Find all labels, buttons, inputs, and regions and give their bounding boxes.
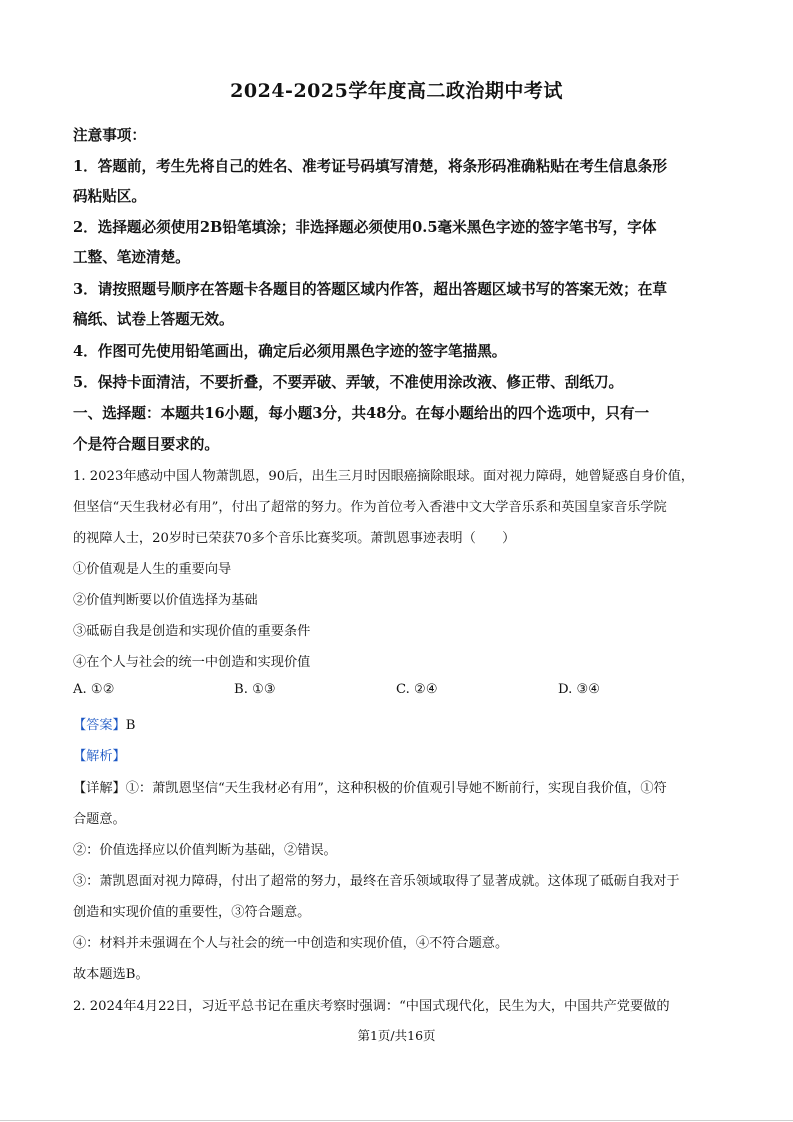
section-heading-cont: 个是符合题目要求的。 xyxy=(73,436,219,453)
notice-item-2: 2．选择题必须使用2B铅笔填涂；非选择题必须使用0.5毫米黑色字迹的签字笔书写，字体 xyxy=(73,219,657,236)
explain-line-4: ④：材料并未强调在个人与社会的统一中创造和实现价值，④不符合题意。 xyxy=(73,936,509,951)
option-d: D. ③④ xyxy=(558,682,601,697)
bottom-divider xyxy=(0,1120,793,1121)
answer-value: B xyxy=(125,718,136,733)
answer-line xyxy=(73,714,723,733)
page-number: 第1页/共16页 xyxy=(357,1028,436,1043)
detail-text: ①：萧凯恩坚信“天生我材必有用”，这种积极的价值观引导她不断前行，实现自我价值，①符 xyxy=(125,781,667,796)
question-1-stem-line-2: 但坚信“天生我材必有用”，付出了超常的努力。作为首位考入香港中文大学音乐系和英国皇家音乐学院 xyxy=(73,500,667,515)
notice-heading: 注意事项： xyxy=(73,127,146,144)
notice-item-1: 1．答题前，考生先将自己的姓名、准考证号码填写清楚，将条形码准确粘贴在考生信息条形 xyxy=(73,158,667,175)
statement-2: ②价值判断要以价值选择为基础 xyxy=(73,593,258,608)
question-2-stem-line-1: 2. 2024年4月22日，习近平总书记在重庆考察时强调：“中国式现代化，民生为大，中国共产党要做的 xyxy=(73,999,670,1014)
page-title: 2024-2025学年度高二政治期中考试 xyxy=(230,80,563,102)
question-1-stem-line-1: 1. 2023年感动中国人物萧凯恩，90后，出生三月时因眼癌摘除眼球。面对视力障碍，她曾疑惑自身价值， xyxy=(73,469,694,484)
detail-line-2: 合题意。 xyxy=(73,812,126,827)
analysis-label: 【解析】 xyxy=(73,749,126,764)
answer-label: 【答案】 xyxy=(73,718,126,733)
detail-label: 【详解】 xyxy=(73,781,126,796)
option-b: B. ①③ xyxy=(234,682,276,697)
section-heading: 一、选择题：本题共16小题，每小题3分，共48分。在每小题给出的四个选项中，只有一 xyxy=(73,405,650,422)
detail-line-1 xyxy=(73,777,723,796)
statement-1: ①价值观是人生的重要向导 xyxy=(73,562,232,577)
statement-3: ③砥砺自我是创造和实现价值的重要条件 xyxy=(73,624,311,639)
option-a: A. ①② xyxy=(73,682,115,697)
question-1-stem-line-3: 的视障人士，20岁时已荣获70多个音乐比赛奖项。萧凯恩事迹表明（ ） xyxy=(73,531,516,546)
explain-line-1: ②：价值选择应以价值判断为基础，②错误。 xyxy=(73,843,337,858)
option-c: C. ②④ xyxy=(396,682,438,697)
explain-line-3: 创造和实现价值的重要性，③符合题意。 xyxy=(73,905,311,920)
notice-item-5: 5．保持卡面清洁，不要折叠，不要弄破、弄皱，不准使用涂改液、修正带、刮纸刀。 xyxy=(73,374,624,391)
notice-item-3-cont: 稿纸、试卷上答题无效。 xyxy=(73,311,234,328)
statement-4: ④在个人与社会的统一中创造和实现价值 xyxy=(73,655,311,670)
notice-item-3: 3．请按照题号顺序在答题卡各题目的答题区域内作答，超出答题区域书写的答案无效；在草 xyxy=(73,281,667,298)
explain-line-2: ③：萧凯恩面对视力障碍，付出了超常的努力，最终在音乐领域取得了显著成就。这体现了砥砺自我对于 xyxy=(73,874,680,889)
notice-item-4: 4．作图可先使用铅笔画出，确定后必须用黑色字迹的签字笔描黑。 xyxy=(73,343,507,360)
conclusion-line: 故本题选B。 xyxy=(73,967,149,982)
notice-item-1-cont: 码粘贴区。 xyxy=(73,188,146,205)
notice-item-2-cont: 工整、笔迹清楚。 xyxy=(73,249,190,266)
